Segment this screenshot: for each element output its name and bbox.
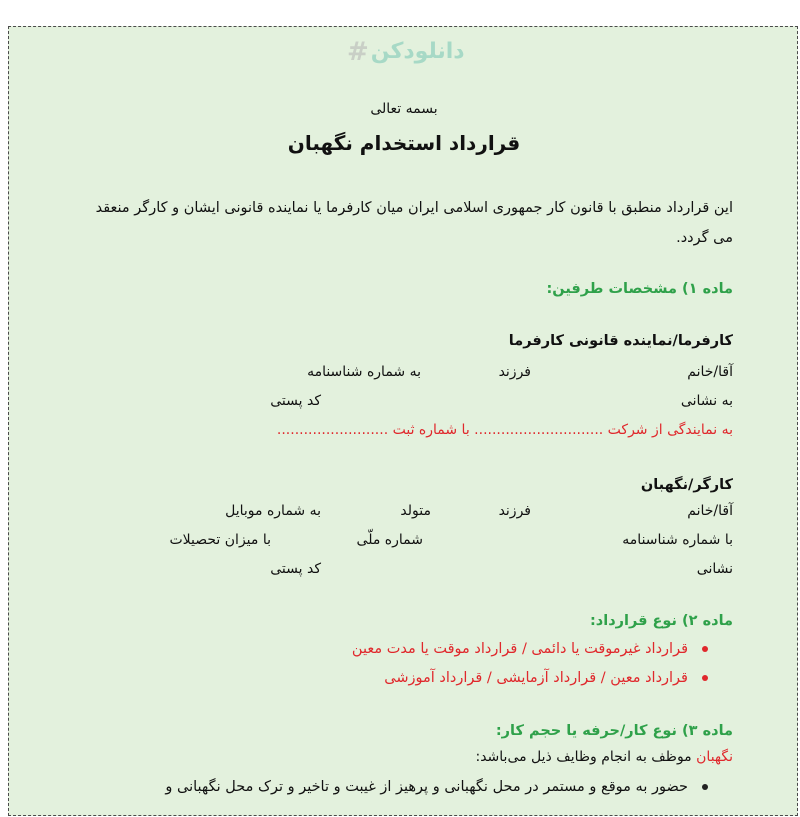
worker-heading: کارگر/نگهبان xyxy=(640,477,733,493)
employer-id-label: به شماره شناسنامه xyxy=(307,364,421,380)
employer-company-line: به نمایندگی از شرکت ............................. با شماره ثبت ......................... xyxy=(276,422,733,438)
hash-icon: # xyxy=(347,37,369,67)
duty-intro xyxy=(475,749,733,765)
bullet-icon xyxy=(702,784,708,790)
employer-heading: کارفرما/نماینده قانونی کارفرما xyxy=(508,333,733,349)
section2-heading: ماده ۲) نوع قرارداد: xyxy=(590,613,733,629)
worker-child-label: فرزند xyxy=(498,503,531,519)
employer-child-label: فرزند xyxy=(498,364,531,380)
intro-paragraph: این قرارداد منطبق با قانون کار جمهوری اسلامی ایران میان کارفرما یا نماینده قانونی ایشان و کارگر منعقد می گردد. xyxy=(95,200,733,246)
logo-text: دانلودکن xyxy=(370,39,465,64)
employer-postal-label: کد پستی xyxy=(270,393,321,409)
worker-title-label: آقا/خانم xyxy=(687,503,733,519)
section1-heading: ماده ۱) مشخصات طرفین: xyxy=(546,281,733,297)
worker-address-label: نشانی xyxy=(696,561,733,577)
page-title: قرارداد استخدام نگهبان xyxy=(287,131,521,155)
document-page xyxy=(8,26,798,816)
worker-id-label: با شماره شناسنامه xyxy=(622,532,733,548)
section3-heading: ماده ۳) نوع کار/حرفه یا حجم کار: xyxy=(495,723,733,739)
duty-role: نگهبان xyxy=(696,749,733,765)
worker-national-label: شماره ملّی xyxy=(356,532,423,548)
worker-born-label: متولد xyxy=(400,503,431,519)
contract-type-item xyxy=(384,670,708,686)
contract-type-item xyxy=(352,641,708,657)
contract-body xyxy=(9,27,799,817)
basmala: بسمه تعالی xyxy=(370,101,438,117)
employer-address-label: به نشانی xyxy=(680,393,733,409)
duty-text: موظف به انجام وظایف ذیل می‌باشد: xyxy=(475,749,697,765)
contract-type-text: قرارداد معین / قرارداد آزمایشی / قرارداد آموزشی xyxy=(384,670,688,686)
bullet-icon xyxy=(702,675,708,681)
employer-title-label: آقا/خانم xyxy=(687,364,733,380)
worker-postal-label: کد پستی xyxy=(270,561,321,577)
worker-mobile-label: به شماره موبایل xyxy=(225,503,321,519)
duty-item xyxy=(165,779,708,795)
contract-type-text: قرارداد غیرموقت یا دائمی / قرارداد موقت یا مدت معین xyxy=(351,641,688,657)
duty-item-text: حضور به موقع و مستمر در محل نگهبانی و پرهیز از غیبت و تاخیر و ترک محل نگهبانی و xyxy=(165,779,688,795)
worker-education-label: با میزان تحصیلات xyxy=(169,532,271,548)
bullet-icon xyxy=(702,646,708,652)
